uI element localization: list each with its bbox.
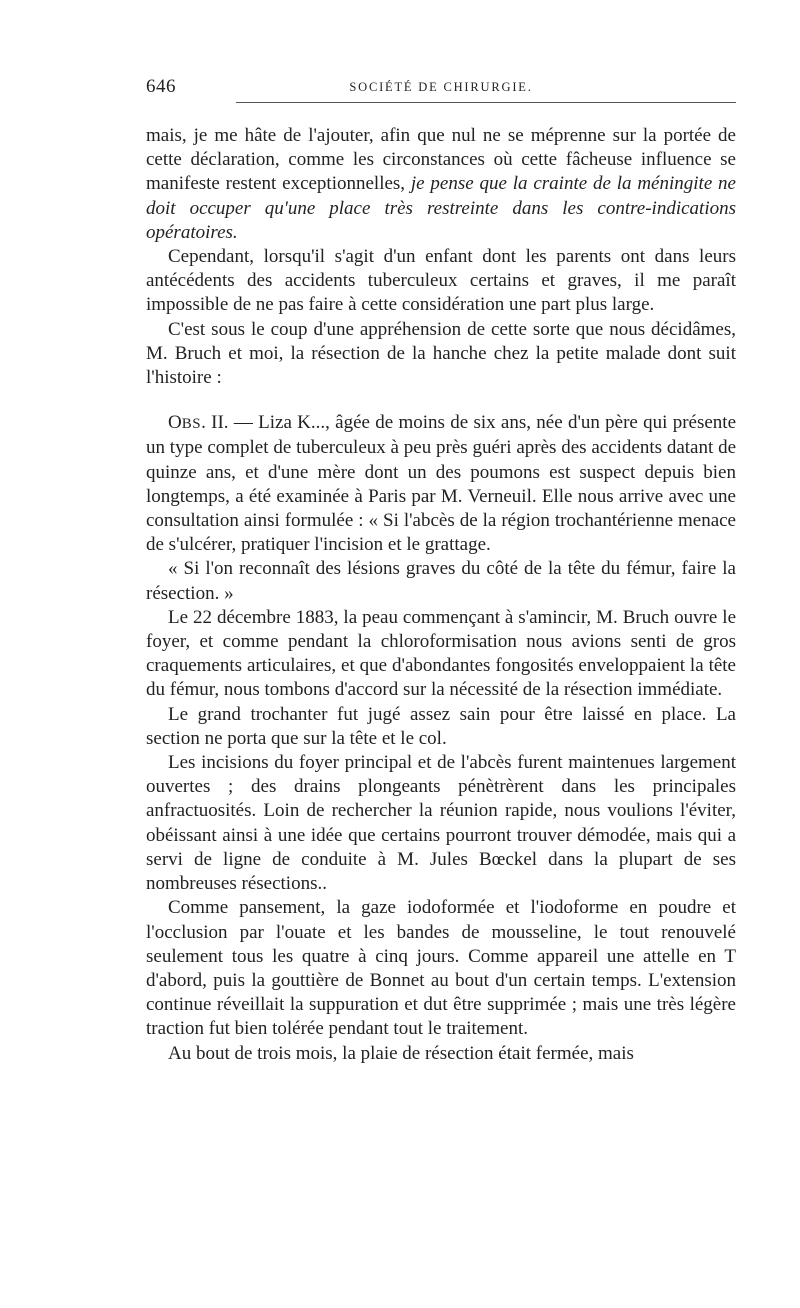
paragraph-1-text: mais, je me hâte de l'ajouter, afin que nul ne se méprenne sur la portée de cette déclaration, comme les circonstances où cette fâcheuse influence se manifeste restent exceptionnelles,	[146, 125, 736, 195]
paragraph-7: Le grand trochanter fut jugé assez sain pour être laissé en place. La section ne porta que sur la tête et le col.	[146, 703, 736, 749]
paragraph-6: Le 22 décembre 1883, la peau commençant à s'amincir, M. Bruch ouvre le foyer, et comme pendant la chloroformisation nous avions senti de gros craquements articulaires, et que d'abondantes fongosités enveloppaient la tête du fémur, nous tombons d'accord sur la nécessité de la résection immédiate.	[146, 606, 736, 701]
page-header	[146, 74, 736, 104]
header-rule	[236, 102, 736, 103]
paragraph-9: Comme pansement, la gaze iodoformée et l'iodoforme en poudre et l'occlusion par l'ouate et les bandes de mousseline, le tout renouvelé seulement tous les quatre à cinq jours. Comme appareil une attelle en T d'abord, puis la gouttière de Bonnet au bout d'un certain temps. L'extension continue réveillait la suppuration et dut être supprimée ; mais une très légère traction fut bien tolérée pendant tout le traitement.	[146, 897, 736, 1040]
observation-label-number: . II.	[201, 412, 229, 434]
paragraph-3: C'est sous le coup d'une appréhension de cette sorte que nous décidâmes, M. Bruch et moi, la résection de la hanche chez la petite malade dont suit l'histoire :	[146, 318, 736, 389]
paragraph-2: Cependant, lorsqu'il s'agit d'un enfant dont les parents ont dans leurs antécédents des accidents tuberculeux certains et graves, il me paraît impossible de ne pas faire à cette considération une part plus large.	[146, 246, 736, 316]
running-title: SOCIÉTÉ DE CHIRURGIE.	[349, 80, 533, 94]
observation-paragraph	[146, 411, 736, 557]
observation-label-initial: O	[168, 412, 182, 434]
page-number: 646	[146, 76, 176, 97]
paragraph-5: « Si l'on reconnaît des lésions graves du côté de la tête du fémur, faire la résection. »	[146, 558, 736, 604]
paragraph-1-italic: je pense que la crainte de la méningite ne doit occuper qu'une place très restreinte dans les contre-indications opératoires.	[146, 173, 736, 243]
paragraph-8: Les incisions du foyer principal et de l'abcès furent maintenues largement ouvertes ; des drains plongeants pénètrèrent dans les principales anfractuosités. Loin de rechercher la réunion rapide, nous voulions l'éviter, obéissant ainsi à une idée que certains pourront trouver démodée, mais qui a servi de ligne de conduite à M. Jules Bœckel dans la plupart de ses nombreuses résections..	[146, 752, 736, 895]
body-text	[146, 124, 736, 1066]
observation-label	[168, 412, 229, 433]
paragraph-1	[146, 124, 736, 245]
observation-label-smallcaps: BS	[181, 416, 202, 433]
paragraph-10: Au bout de trois mois, la plaie de résection était fermée, mais	[168, 1042, 634, 1064]
observation-text: — Liza K..., âgée de moins de six ans, née d'un père qui présente un type complet de tuberculeux à peu près guéri après des accidents datant de quinze ans, et d'une mère dont un des poumons est suspect depuis bien longtemps, a été examinée à Paris par M. Verneuil. Elle nous arrive avec une consultation ainsi formulée : « Si l'abcès de la région trochantérienne menace de s'ulcérer, pratiquer l'incision et le grattage.	[146, 412, 737, 556]
